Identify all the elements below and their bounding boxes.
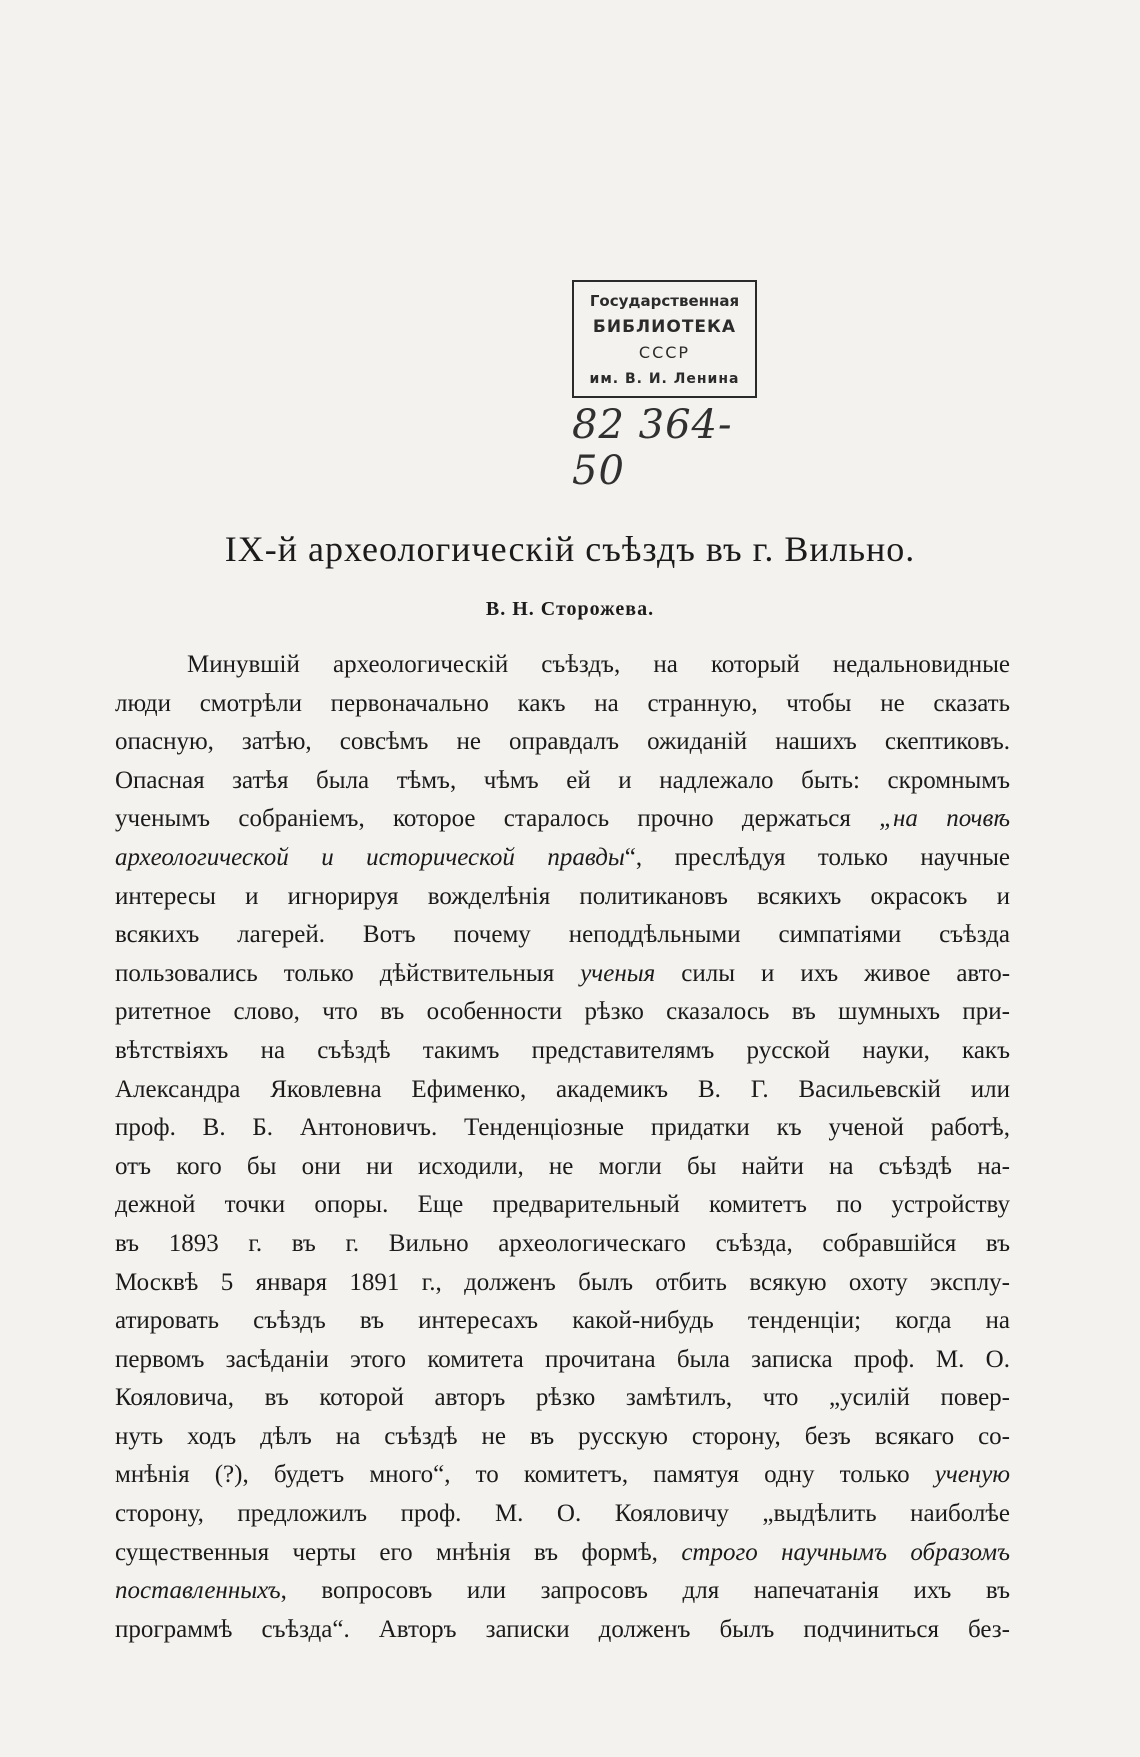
stamp-line-3: СССР [638, 343, 691, 362]
text-line: Кояловича, въ которой авторъ рѣзко замѣтилъ, что „усилій повер- [115, 1384, 1010, 1412]
stamp-line-2: БИБЛИОТЕКА [592, 317, 737, 337]
text-line: отъ кого бы они ни исходили, не могли бы найти на съѣздѣ на- [115, 1152, 1010, 1180]
text-run: ученымъ собраніемъ, которое старалось прочно держаться [115, 805, 851, 833]
article-author: В. Н. Сторожева. [485, 598, 655, 620]
text-line [115, 800, 1010, 839]
text-line: люди смотрѣли первоначально какъ на странную, чтобы не сказать [115, 689, 1010, 717]
italic-run: строго научнымъ образомъ [681, 1538, 1010, 1566]
italic-run: „на почвѣ [879, 805, 1010, 833]
text-line: въ 1893 г. въ г. Вильно археологическаго съѣзда, собравшійся въ [115, 1229, 1010, 1257]
text-line: программѣ съѣзда“. Авторъ записки долженъ былъ подчиниться без- [115, 1615, 1010, 1643]
text-line [115, 839, 1010, 878]
italic-run: ученую [934, 1461, 1010, 1489]
text-line: вѣтствіяхъ на съѣздѣ такимъ представителямъ русской науки, какъ [115, 1036, 1010, 1064]
text-line: первомъ засѣданіи этого комитета прочитана была записка проф. М. О. [115, 1345, 1010, 1373]
italic-run: ученыя [580, 959, 656, 987]
text-run: силы и ихъ живое авто- [681, 959, 1011, 987]
stamp-line-1: Государственная [589, 292, 740, 310]
text-run: мнѣнія (?), будетъ много“, то комитетъ, памятуя одну только [115, 1461, 910, 1489]
text-line: Опасная затѣя была тѣмъ, чѣмъ ей и надлежало быть: скромнымъ [115, 766, 1010, 794]
text-line: Москвѣ 5 января 1891 г., долженъ былъ отбить всякую охоту эксплу- [115, 1268, 1010, 1296]
text-line: Минувшій археологическій съѣздъ, на который недальновидные [187, 651, 1010, 678]
text-line: сторону, предложилъ проф. М. О. Кояловичу „выдѣлить наиболѣе [115, 1500, 1010, 1528]
article-title: IX-й археологическій съѣздъ въ г. Вильно. [224, 529, 916, 569]
text-line [115, 1534, 1010, 1573]
text-line: дежной точки опоры. Еще предварительный комитетъ по устройству [115, 1191, 1010, 1219]
text-line: атировать съѣздъ въ интересахъ какой-нибудь тенденціи; когда на [115, 1307, 1010, 1335]
text-line: проф. В. Б. Антоновичъ. Тенденціозные придатки къ ученой работѣ, [115, 1114, 1010, 1142]
text-run: “, преслѣдуя только научные [624, 843, 1010, 871]
stamp-line-4: им. В. И. Ленина [589, 371, 740, 387]
accession-number: 82 364-50 [572, 402, 733, 494]
text-line: интересы и игнорируя вожделѣнія политикановъ всякихъ окрасокъ и [115, 882, 1010, 910]
italic-run: археологической и исторической правды [115, 843, 625, 871]
text-line: опасную, затѣю, совсѣмъ не оправдалъ ожиданій нашихъ скептиковъ. [115, 728, 1010, 756]
text-line [115, 1456, 1010, 1495]
text-run: пользовались только дѣйствительныя [115, 959, 555, 987]
text-line [115, 955, 1010, 994]
text-line: нуть ходъ дѣлъ на съѣздѣ не въ русскую сторону, безъ всякаго со- [115, 1422, 1010, 1450]
text-line: ритетное слово, что въ особенности рѣзко сказалось въ шумныхъ при- [115, 998, 1010, 1026]
library-stamp [572, 280, 757, 398]
text-line: всякихъ лагерей. Вотъ почему неподдѣльными симпатіями съѣзда [115, 921, 1010, 949]
text-line [115, 1572, 1010, 1611]
article-body [115, 646, 1010, 1649]
text-line: Александра Яковлевна Ефименко, академикъ В. Г. Васильевскій или [115, 1075, 1010, 1103]
text-run: существенныя черты его мнѣнія въ формѣ, [115, 1538, 658, 1566]
text-run: , вопросовъ или запросовъ для напечатанія ихъ въ [280, 1577, 1010, 1605]
italic-run: поставленныхъ [115, 1577, 281, 1605]
